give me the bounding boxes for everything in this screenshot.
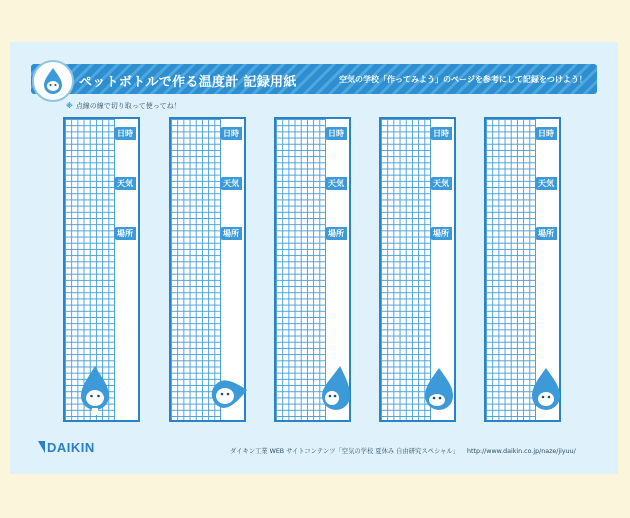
daikin-logo-text: DAIKIN [47, 440, 95, 455]
place-tag: 場所 [430, 227, 452, 240]
footer-credit [230, 446, 576, 455]
thermometer-strip [379, 117, 456, 422]
weather-tag: 天気 [114, 177, 136, 190]
weather-tag: 天気 [535, 177, 557, 190]
date-tag: 日時 [430, 127, 452, 140]
water-drop-mascot-icon [419, 364, 459, 416]
cut-instruction [66, 101, 181, 111]
date-tag: 日時 [535, 127, 557, 140]
thermometer-strip [484, 117, 561, 422]
thermometer-strip [274, 117, 351, 422]
weather-tag: 天気 [430, 177, 452, 190]
header-banner [31, 64, 597, 94]
credit-text: ダイキン工業 WEB サイトコンテンツ「空気の学校 夏休み 自由研究スペシャル」 [230, 448, 460, 455]
place-tag: 場所 [114, 227, 136, 240]
weather-tag: 天気 [220, 177, 242, 190]
water-drop-mascot-icon [316, 364, 356, 416]
place-tag: 場所 [325, 227, 347, 240]
water-drop-mascot-icon [32, 60, 74, 102]
water-drop-mascot-icon [75, 364, 115, 416]
water-drop-mascot-icon [209, 364, 249, 416]
strip-label-panel [114, 119, 138, 420]
cut-instruction-text: 点線の線で切り取って使ってね！ [75, 102, 181, 110]
daikin-mark-icon [38, 441, 45, 453]
daikin-logo [38, 440, 95, 455]
place-tag: 場所 [535, 227, 557, 240]
cut-mark: ※ [66, 102, 73, 110]
header-note: 空気の学校「作ってみよう」のページを参考にして記録をつけよう！ [339, 75, 587, 84]
date-tag: 日時 [220, 127, 242, 140]
date-tag: 日時 [325, 127, 347, 140]
date-tag: 日時 [114, 127, 136, 140]
page-title: ペットボトルで作る温度計 記録用紙 [79, 75, 297, 90]
weather-tag: 天気 [325, 177, 347, 190]
place-tag: 場所 [220, 227, 242, 240]
thermometer-strip [169, 117, 246, 422]
thermometer-strip [63, 117, 140, 422]
water-drop-mascot-icon [526, 364, 566, 416]
credit-url: http://www.daikin.co.jp/naze/jiyuu/ [467, 448, 576, 455]
